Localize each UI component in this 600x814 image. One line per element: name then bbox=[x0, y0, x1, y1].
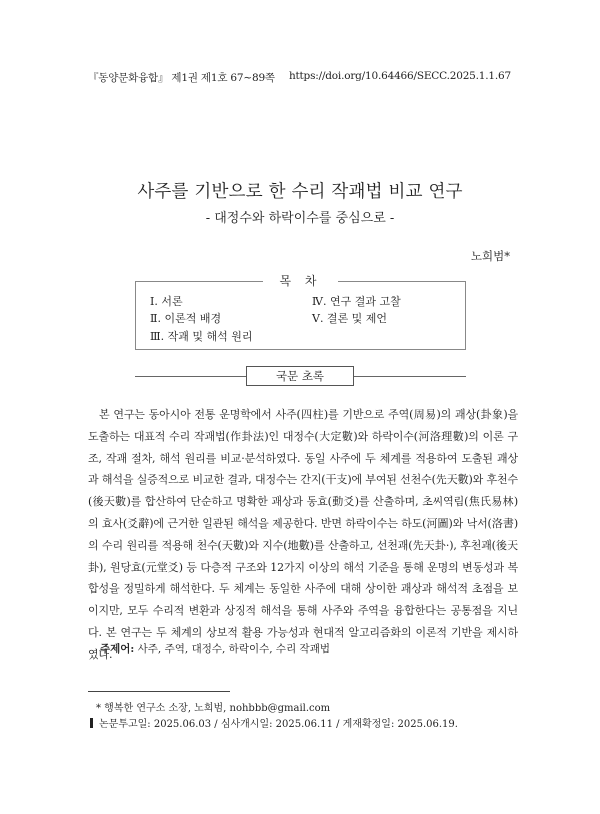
abstract-body: 본 연구는 동아시아 전통 운명학에서 사주(四柱)를 기반으로 주역(周易)의 괘상(卦象)을 도출하는 대표적 수리 작괘법(作卦法)인 대정수(大定數)와 하락이수(河洛理數)의 이론 구조, 작괘 절차, 해석 원리를 비교·분석하였다. 동일 사주에 두 체계를 적용하여 도출된 괘상과 해석을 실증적으로 비교한 결과, 대정수는 간지(干支)에 부여된 선천수(先天數)와 후천수(後天數)를 합산하여 단순하고 명확한 괘상과 동효(動爻)를 산출하며, 초씨역림(焦氏易林)의 효사(爻辭)에 근거한 일관된 해석을 제공한다. 반면 하락이수는 하도(河圖)와 낙서(洛書)의 수리 원리를 적용해 천수(天數)와 지수(地數)를 산출하고, 선천괘(先天卦·), 후천괘(後天卦), 원당효(元堂爻) 등 다층적 구조와 12가지 이상의 해석 기준을 통해 운명의 변동성과 복합성을 정밀하게 해석한다. 두 체계는 동일한 사주에 대해 상이한 괘상과 해석적 초점을 보이지만, 모두 수리적 변환과 상징적 해석을 통해 사주와 주역을 융합한다는 공통점을 지닌다. 본 연구는 두 체계의 상보적 활용 가능성과 현대적 알고리즘화의 이론적 기반을 제시하였다. bbox=[88, 408, 518, 661]
toc-item: Ⅲ. 작괘 및 해석 원리 bbox=[150, 330, 253, 343]
abstract-heading: 국문 초록 bbox=[246, 366, 354, 386]
abstract-rule-right bbox=[354, 376, 466, 377]
footnote-dates-text: 논문투고일: 2025.06.03 / 심사개시일: 2025.06.11 / 게재확정일: 2025.06.19. bbox=[99, 719, 458, 730]
footnote-dates bbox=[90, 715, 458, 730]
toc-heading: 목 차 bbox=[279, 274, 322, 288]
toc-item: Ⅱ. 이론적 배경 bbox=[150, 312, 222, 325]
footnote-rule bbox=[88, 691, 230, 692]
author-name: 노희범* bbox=[470, 249, 510, 263]
paper-title: 사주를 기반으로 한 수리 작괘법 비교 연구 bbox=[137, 182, 463, 202]
abstract-rule-left bbox=[135, 376, 246, 377]
footnote-affiliation: * 행복한 연구소 소장, 노희범, nohbbb@gmail.com bbox=[96, 703, 331, 714]
toc-item: Ⅴ. 결론 및 제언 bbox=[312, 312, 388, 325]
journal-citation: 『동양문화융합』 제1권 제1호 67∼89쪽 bbox=[88, 72, 275, 84]
toc-item: Ⅰ. 서론 bbox=[150, 295, 183, 308]
bar-marker-icon bbox=[90, 718, 93, 728]
paper-subtitle: - 대정수와 하락이수를 중심으로 - bbox=[205, 211, 395, 226]
keywords bbox=[100, 641, 330, 656]
keywords-label: 주제어: bbox=[100, 643, 135, 655]
doi-link[interactable]: https://doi.org/10.64466/SECC.2025.1.1.67 bbox=[288, 70, 511, 82]
toc-item: Ⅳ. 연구 결과 고찰 bbox=[312, 295, 401, 308]
keywords-list: 사주, 주역, 대정수, 하락이수, 수리 작괘법 bbox=[134, 643, 330, 655]
